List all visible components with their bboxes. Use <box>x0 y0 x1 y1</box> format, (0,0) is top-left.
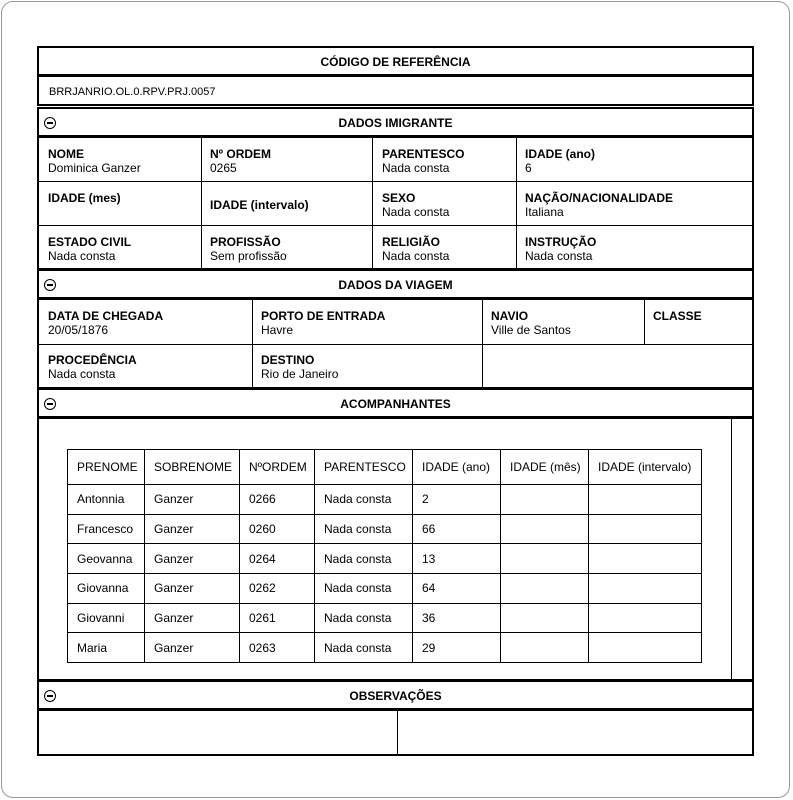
col-idade-intervalo: IDADE (intervalo) <box>589 450 702 485</box>
companions-table <box>67 449 702 663</box>
reference-code: BRRJANRIO.OL.0.RPV.PRJ.0057 <box>49 86 216 98</box>
observations-title: OBSERVAÇÕES <box>349 689 442 703</box>
reference-title: CÓDIGO DE REFERÊNCIA <box>320 55 471 69</box>
field-estado-civil <box>48 235 131 263</box>
cell-prenome: Antonnia <box>68 485 145 515</box>
cell-ordem: 0260 <box>240 514 315 544</box>
observations-body <box>37 709 754 756</box>
table-row <box>68 544 702 574</box>
field-procedencia <box>48 353 137 381</box>
idade-intervalo-label: IDADE (intervalo) <box>210 198 309 212</box>
field-religiao <box>382 235 449 263</box>
porto-value: Havre <box>261 323 294 337</box>
classe-label: CLASSE <box>653 309 702 323</box>
field-navio <box>491 309 571 337</box>
cell-sobrenome: Ganzer <box>145 485 240 515</box>
table-row <box>68 633 702 663</box>
profissao-value: Sem profissão <box>210 249 287 263</box>
field-classe <box>653 309 702 323</box>
cell-sobrenome: Ganzer <box>145 514 240 544</box>
col-idade-ano: IDADE (ano) <box>413 450 501 485</box>
idade-ano-value: 6 <box>525 161 532 175</box>
field-idade-intervalo <box>210 198 309 212</box>
cell-prenome: Maria <box>68 633 145 663</box>
companions-header <box>37 388 754 418</box>
collapse-companions-icon[interactable] <box>44 398 56 410</box>
field-nome <box>48 147 141 175</box>
cell-idade-intervalo <box>589 633 702 663</box>
cell-parentesco: Nada consta <box>315 573 413 603</box>
cell-idade-mes <box>501 514 589 544</box>
cell-idade-mes <box>501 573 589 603</box>
ordem-value: 0265 <box>210 161 237 175</box>
cell-ordem: 0261 <box>240 603 315 633</box>
cell-sobrenome: Ganzer <box>145 603 240 633</box>
religiao-value: Nada consta <box>382 249 450 263</box>
trip-grid <box>37 298 754 389</box>
estado-civil-value: Nada consta <box>48 249 116 263</box>
cell-idade-ano: 36 <box>413 603 501 633</box>
cell-idade-ano: 2 <box>413 485 501 515</box>
cell-idade-intervalo <box>589 573 702 603</box>
cell-idade-intervalo <box>589 514 702 544</box>
immigrant-header <box>37 107 754 137</box>
cell-parentesco: Nada consta <box>315 514 413 544</box>
collapse-trip-icon[interactable] <box>44 279 56 291</box>
cell-idade-intervalo <box>589 544 702 574</box>
procedencia-label: PROCEDÊNCIA <box>48 353 137 367</box>
procedencia-value: Nada consta <box>48 367 116 381</box>
companions-title: ACOMPANHANTES <box>340 397 451 411</box>
col-parentesco: PARENTESCO <box>315 450 413 485</box>
destino-value: Rio de Janeiro <box>261 367 339 381</box>
trip-title: DADOS DA VIAGEM <box>338 278 453 292</box>
nome-label: NOME <box>48 147 84 161</box>
instrucao-label: INSTRUÇÃO <box>525 235 597 249</box>
cell-sobrenome: Ganzer <box>145 573 240 603</box>
field-data-chegada <box>48 309 163 337</box>
cell-prenome: Francesco <box>68 514 145 544</box>
idade-ano-label: IDADE (ano) <box>525 147 595 161</box>
profissao-label: PROFISSÃO <box>210 235 281 249</box>
companions-scrollbar[interactable] <box>731 419 732 679</box>
field-parentesco <box>382 147 464 175</box>
instrucao-value: Nada consta <box>525 249 593 263</box>
data-chegada-label: DATA DE CHEGADA <box>48 309 164 323</box>
cell-idade-intervalo <box>589 485 702 515</box>
reference-header <box>37 46 754 76</box>
table-row <box>68 573 702 603</box>
religiao-label: RELIGIÃO <box>382 235 441 249</box>
cell-prenome: Giovanna <box>68 573 145 603</box>
cell-parentesco: Nada consta <box>315 485 413 515</box>
field-ordem <box>210 147 271 175</box>
navio-value: Ville de Santos <box>491 323 571 337</box>
trip-header <box>37 269 754 299</box>
sexo-label: SEXO <box>382 191 416 205</box>
idade-mes-label: IDADE (mes) <box>48 191 121 205</box>
parentesco-value: Nada consta <box>382 161 450 175</box>
col-prenome: PRENOME <box>68 450 145 485</box>
cell-idade-mes <box>501 633 589 663</box>
cell-idade-ano: 64 <box>413 573 501 603</box>
field-destino <box>261 353 338 381</box>
col-sobrenome: SOBRENOME <box>145 450 240 485</box>
cell-prenome: Giovanni <box>68 603 145 633</box>
field-idade-ano <box>525 147 595 175</box>
cell-ordem: 0263 <box>240 633 315 663</box>
table-row <box>68 514 702 544</box>
cell-idade-ano: 29 <box>413 633 501 663</box>
field-sexo <box>382 191 449 219</box>
field-idade-mes <box>48 191 121 205</box>
nacionalidade-label: NAÇÃO/NACIONALIDADE <box>525 191 673 205</box>
cell-idade-mes <box>501 544 589 574</box>
cell-idade-ano: 13 <box>413 544 501 574</box>
collapse-observations-icon[interactable] <box>44 690 56 702</box>
cell-parentesco: Nada consta <box>315 633 413 663</box>
nome-value: Dominica Ganzer <box>48 161 141 175</box>
companions-header-row <box>68 450 702 485</box>
immigrant-grid <box>37 136 754 270</box>
field-nacionalidade <box>525 191 673 219</box>
cell-idade-intervalo <box>589 603 702 633</box>
collapse-immigrant-icon[interactable] <box>44 117 56 129</box>
ordem-label: Nº ORDEM <box>210 147 272 161</box>
col-ordem: NºORDEM <box>240 450 315 485</box>
nacionalidade-value: Italiana <box>525 205 564 219</box>
cell-idade-mes <box>501 485 589 515</box>
cell-ordem: 0262 <box>240 573 315 603</box>
cell-parentesco: Nada consta <box>315 544 413 574</box>
cell-parentesco: Nada consta <box>315 603 413 633</box>
reference-code-box <box>37 75 754 106</box>
cell-ordem: 0264 <box>240 544 315 574</box>
sexo-value: Nada consta <box>382 205 450 219</box>
cell-sobrenome: Ganzer <box>145 633 240 663</box>
cell-idade-mes <box>501 603 589 633</box>
field-porto <box>261 309 385 337</box>
field-instrucao <box>525 235 596 263</box>
parentesco-label: PARENTESCO <box>382 147 465 161</box>
col-idade-mes: IDADE (mês) <box>501 450 589 485</box>
immigrant-title: DADOS IMIGRANTE <box>338 116 453 130</box>
estado-civil-label: ESTADO CIVIL <box>48 235 132 249</box>
data-chegada-value: 20/05/1876 <box>48 323 109 337</box>
destino-label: DESTINO <box>261 353 315 367</box>
cell-ordem: 0266 <box>240 485 315 515</box>
observations-header <box>37 680 754 710</box>
porto-label: PORTO DE ENTRADA <box>261 309 386 323</box>
field-profissao <box>210 235 287 263</box>
table-row <box>68 603 702 633</box>
cell-sobrenome: Ganzer <box>145 544 240 574</box>
navio-label: NAVIO <box>491 309 529 323</box>
cell-prenome: Geovanna <box>68 544 145 574</box>
table-row <box>68 485 702 515</box>
cell-idade-ano: 66 <box>413 514 501 544</box>
